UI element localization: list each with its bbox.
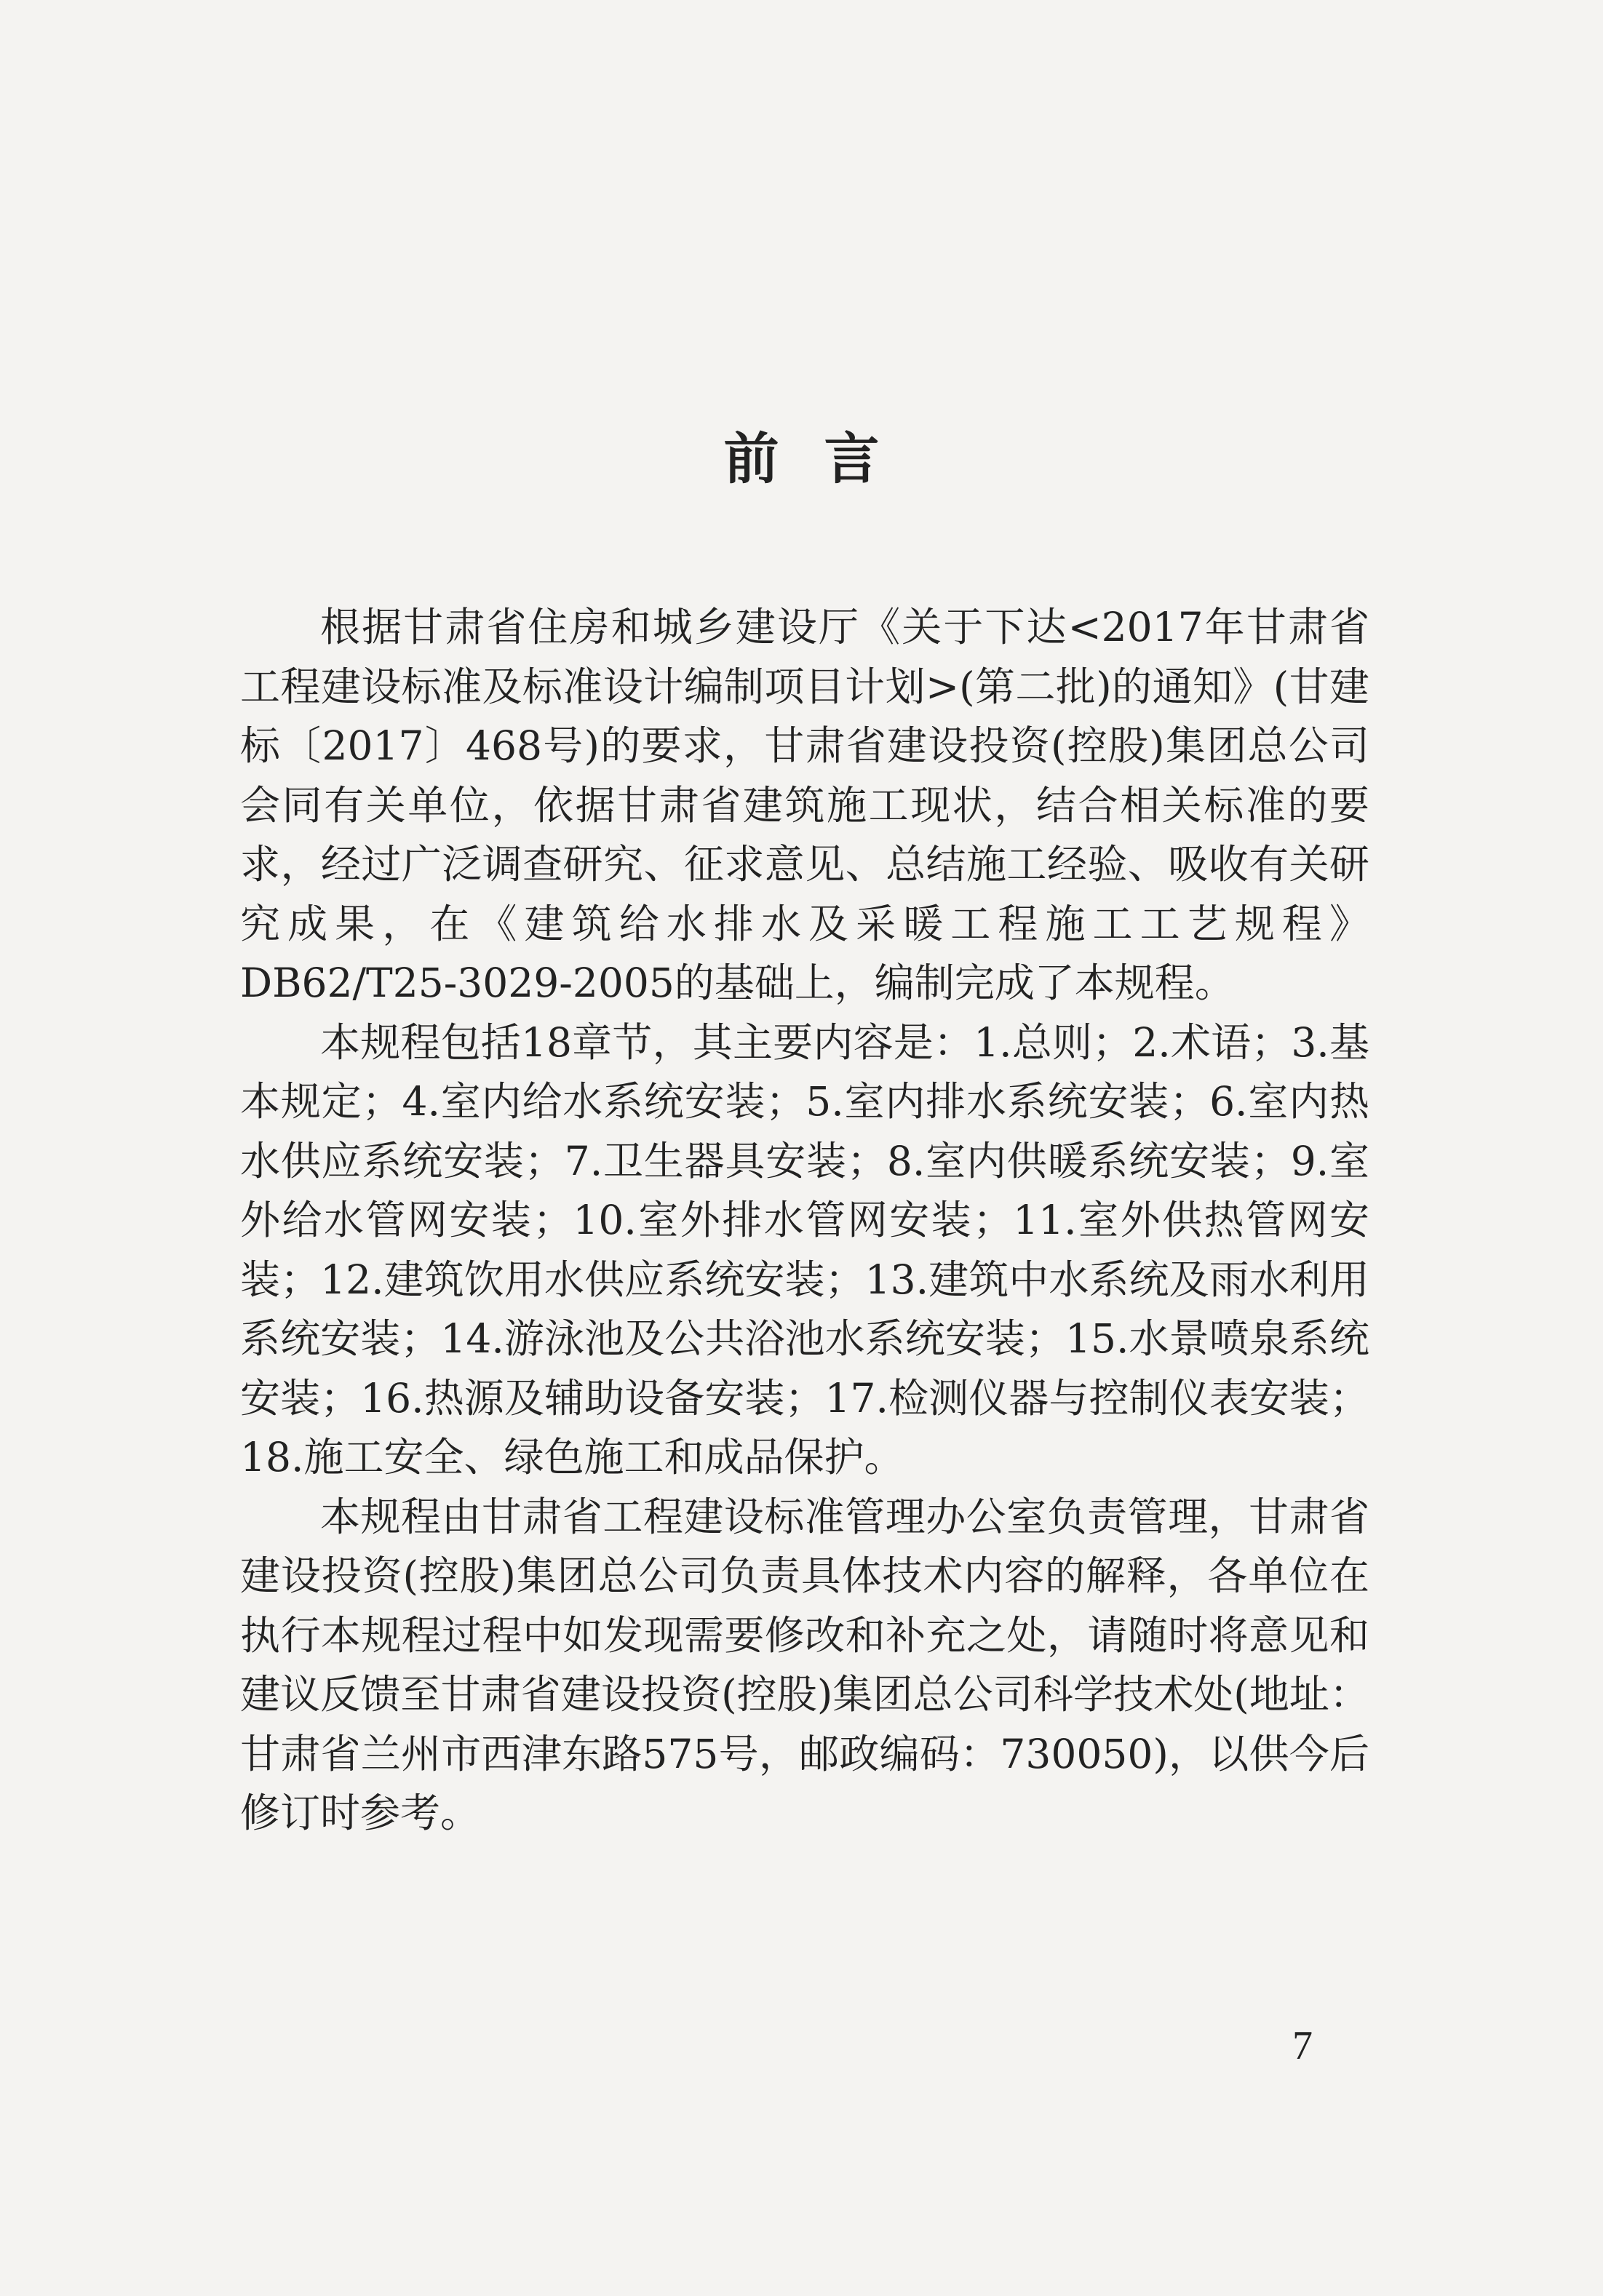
paragraph-management: 本规程由甘肃省工程建设标准管理办公室负责管理，甘肃省建设投资(控股)集团总公司负责具体技术内容的解释，各单位在执行本规程过程中如发现需要修改和补充之处，请随时将意见和建议反馈至甘肃省建设投资(控股)集团总公司科学技术处(地址：甘肃省兰州市西津东路575号，邮政编码：730050)，以供今后修订时参考。 (240, 1493, 1369, 1836)
page-title: 前言 (723, 426, 925, 491)
paragraph-basis: 根据甘肃省住房和城乡建设厅《关于下达<2017年甘肃省工程建设标准及标准设计编制项目计划>(第二批)的通知》(甘建标〔2017〕468号)的要求，甘肃省建设投资(控股)集团总公司会同有关单位，依据甘肃省建筑施工现状，结合相关标准的要求，经过广泛调查研究、征求意见、总结施工经验、吸收有关研究成果，在《建筑给水排水及采暖工程施工工艺规程》DB62/T25-3029-2005的基础上，编制完成了本规程。 (240, 604, 1369, 1006)
body-text (240, 598, 1369, 1843)
page-number: 7 (1292, 2023, 1313, 2068)
paragraph-contents: 本规程包括18章节，其主要内容是：1.总则；2.术语；3.基本规定；4.室内给水系统安装；5.室内排水系统安装；6.室内热水供应系统安装；7.卫生器具安装；8.室内供暖系统安装；9.室外给水管网安装；10.室外排水管网安装；11.室外供热管网安装；12.建筑饮用水供应系统安装；13.建筑中水系统及雨水利用系统安装；14.游泳池及公共浴池水系统安装；15.水景喷泉系统安装；16.热源及辅助设备安装；17.检测仪器与控制仪表安装；18.施工安全、绿色施工和成品保护。 (240, 1019, 1369, 1480)
